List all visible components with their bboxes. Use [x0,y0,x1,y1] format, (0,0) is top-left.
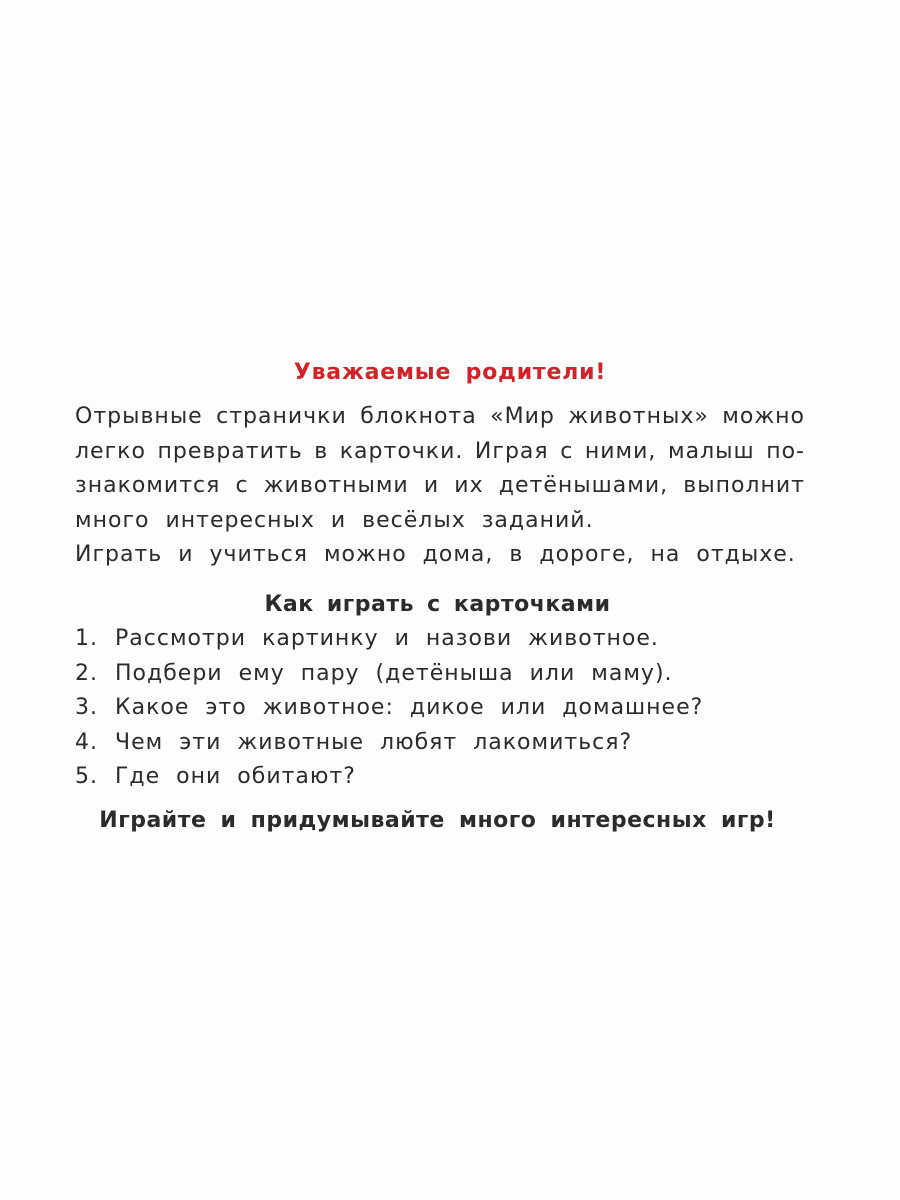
intro-line: легко превратить в карточки. Играя с ними, малыш по- [75,438,805,464]
list-item [75,726,805,761]
intro-line: много интересных и весёлых заданий. [75,507,594,533]
steps-list [75,622,805,795]
heading: Уважаемые родители! [293,360,607,385]
step-text: Подбери ему пару (детёныша или маму). [115,660,673,686]
step-text: Какое это животное: дикое или домашнее? [115,695,704,720]
list-item [75,622,805,657]
intro-paragraph [75,400,805,573]
intro-line: Играть и учиться можно дома, в дороге, на отдыхе. [75,542,796,567]
list-item [75,760,805,795]
intro-line: знакомится с животными и их детёнышами, выполнит [75,473,805,498]
list-item [75,657,805,692]
step-text: Где они обитают? [115,764,356,789]
step-number: 4. [75,729,98,755]
step-text: Рассмотри картинку и назови животное. [115,626,659,651]
how-to-play-title: Как играть с карточками [264,592,611,617]
step-number: 3. [75,695,98,720]
list-item [75,691,805,726]
step-number: 5. [75,764,98,789]
step-number: 2. [75,660,98,686]
step-number: 1. [75,626,98,651]
step-text: Чем эти животные любят лакомиться? [115,729,633,755]
closing-text: Играйте и придумывайте много интересных игр! [99,808,776,833]
intro-line: Отрывные странички блокнота «Мир животных» можно [75,404,805,429]
